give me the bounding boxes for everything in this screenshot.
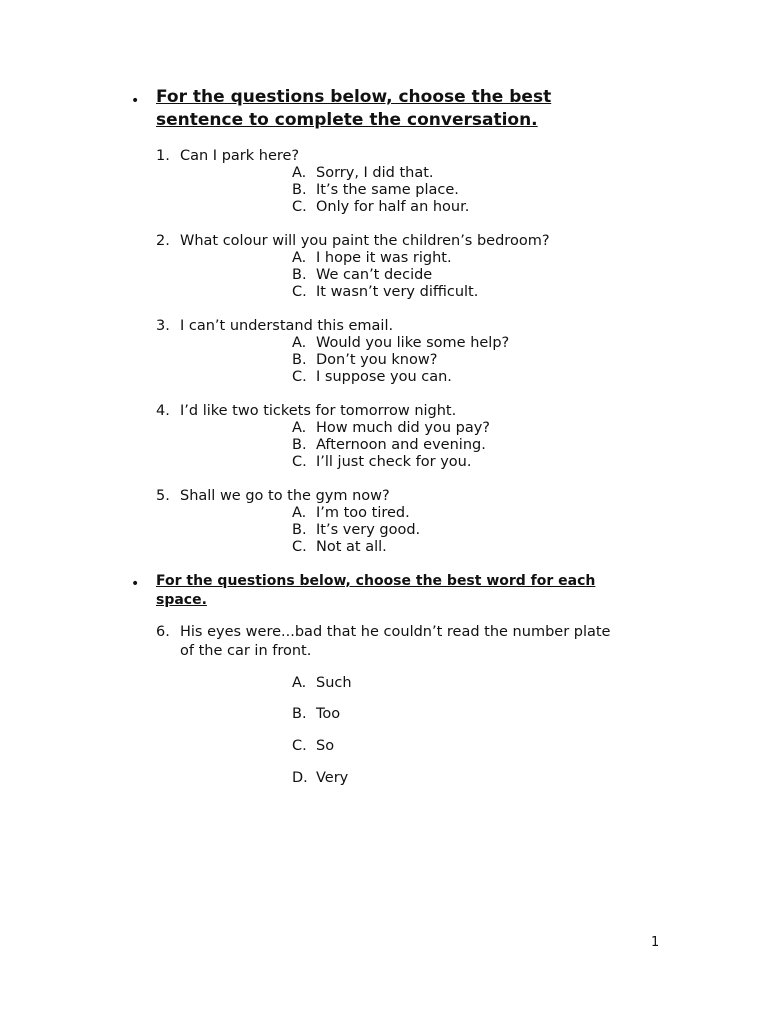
question-text: I’d like two tickets for tomorrow night. xyxy=(180,403,457,419)
bullet-icon: • xyxy=(131,93,140,109)
option-text: We can’t decide xyxy=(316,267,433,283)
option-letter: B. xyxy=(292,182,307,198)
section1-heading-line2: sentence to complete the conversation. xyxy=(156,110,538,130)
option-text: It’s very good. xyxy=(316,522,421,538)
option-text: Only for half an hour. xyxy=(316,199,470,215)
option-text: Would you like some help? xyxy=(316,335,510,351)
option-text: Afternoon and evening. xyxy=(316,437,486,453)
question-text: What colour will you paint the children’s bedroom? xyxy=(180,233,550,249)
option-text: Sorry, I did that. xyxy=(316,165,434,181)
option-letter: C. xyxy=(292,369,307,385)
section2-heading-line1: For the questions below, choose the best word for each xyxy=(156,573,596,589)
option-letter: A. xyxy=(292,420,307,436)
option-letter: B. xyxy=(292,267,307,283)
option-text: I’ll just check for you. xyxy=(316,454,472,470)
option-text: Too xyxy=(316,706,341,722)
question-number: 1. xyxy=(156,148,170,164)
option-letter: A. xyxy=(292,505,307,521)
option-letter: B. xyxy=(292,352,307,368)
page-number: 1 xyxy=(651,935,660,950)
option-text: Not at all. xyxy=(316,539,387,555)
option-letter: C. xyxy=(292,199,307,215)
bullet-icon: • xyxy=(131,576,140,592)
option-text: I’m too tired. xyxy=(316,505,410,521)
option-letter: C. xyxy=(292,284,307,300)
option-letter: D. xyxy=(292,770,308,786)
option-text: Don’t you know? xyxy=(316,352,438,368)
option-letter: C. xyxy=(292,454,307,470)
question-text-line2: of the car in front. xyxy=(180,643,312,659)
option-letter: C. xyxy=(292,738,307,754)
question-text: I can’t understand this email. xyxy=(180,318,394,334)
question-text: Shall we go to the gym now? xyxy=(180,488,390,504)
option-text: It wasn’t very difficult. xyxy=(316,284,479,300)
question-number: 6. xyxy=(156,624,170,640)
question-text: Can I park here? xyxy=(180,148,300,164)
question-text-line1: His eyes were...bad that he couldn’t read the number plate xyxy=(180,624,611,640)
question-number: 4. xyxy=(156,403,170,419)
option-text: So xyxy=(316,738,335,754)
option-letter: A. xyxy=(292,335,307,351)
option-text: Very xyxy=(316,770,349,786)
option-text: I suppose you can. xyxy=(316,369,452,385)
section1-heading-line1: For the questions below, choose the best xyxy=(156,87,552,107)
option-text: It’s the same place. xyxy=(316,182,459,198)
option-text: I hope it was right. xyxy=(316,250,452,266)
option-letter: B. xyxy=(292,706,307,722)
question-number: 5. xyxy=(156,488,170,504)
option-text: How much did you pay? xyxy=(316,420,490,436)
option-letter: A. xyxy=(292,165,307,181)
option-letter: A. xyxy=(292,675,307,691)
section2-heading-line2: space. xyxy=(156,592,207,608)
option-text: Such xyxy=(316,675,352,691)
option-letter: B. xyxy=(292,437,307,453)
option-letter: A. xyxy=(292,250,307,266)
question-number: 2. xyxy=(156,233,170,249)
question-number: 3. xyxy=(156,318,170,334)
option-letter: C. xyxy=(292,539,307,555)
option-letter: B. xyxy=(292,522,307,538)
